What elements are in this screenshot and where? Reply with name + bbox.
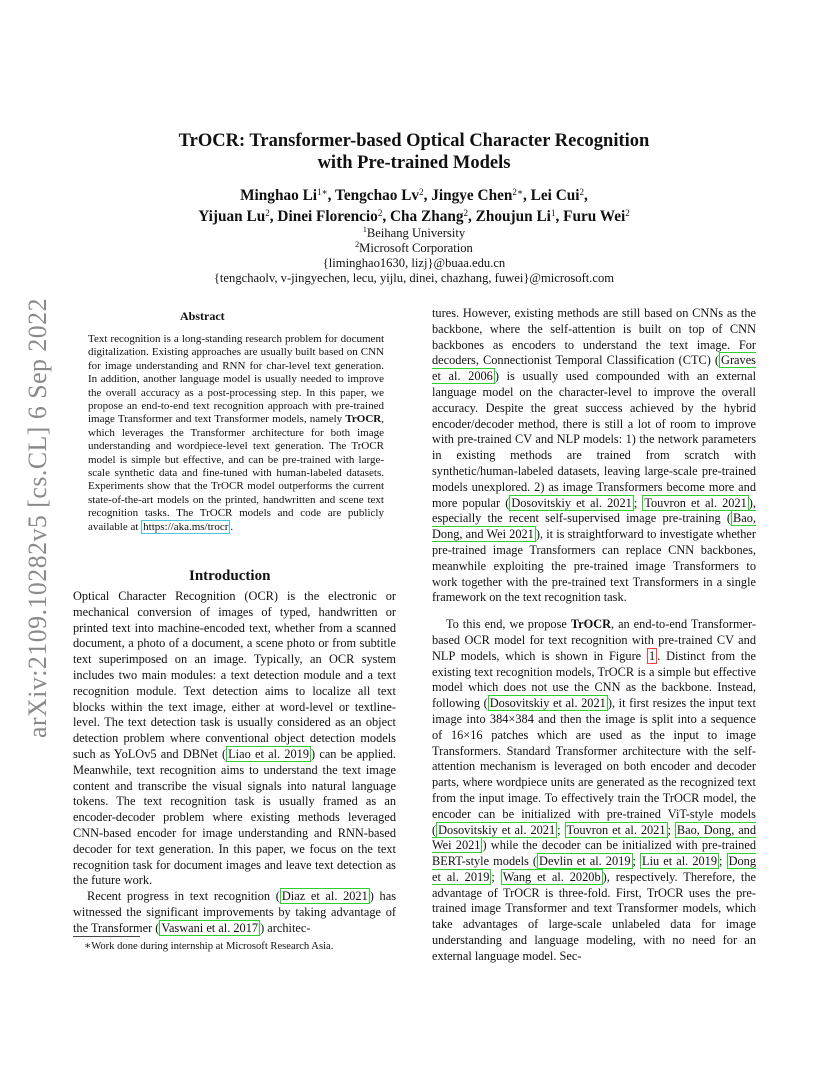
email-line-1: {liminghao1630, lizj}@buaa.edu.cn xyxy=(322,256,506,270)
intro-paragraph-1: Optical Character Recognition (OCR) is the electronic or mechanical conversion of images of typed, handwritten or printed text into machine-encoded text, whether from a scanned document, a photo of a document, a scene photo or from subtitle text superimposed on an image. Typically, an OCR system includes two main modules: a text detection module and a text recognition module. Text detection aims to localize all text blocks within the text image, either at word-level or textline-level. The text detection task is usually considered as an object detection problem where conventional object detection models such as YoLOv5 and DBNet ( Liao et al. 2019 ) can be applied. Meanwhile, text recognition aims to understand the text image content and transcribe the visual signals into natural language tokens. The text recognition task is usually framed as an encoder-decoder problem where existing methods leveraged CNN-based encoder for image understanding and RNN-based decoder for text generation. In this paper, we focus on the text recognition task for document images and leave text detection as the future work. xyxy=(73,589,396,888)
author-name: Tengchao Lv xyxy=(335,187,420,204)
citation-link[interactable]: Dosovitskiy et al. 2021 xyxy=(489,696,606,711)
left-column-body xyxy=(73,589,396,937)
author-sep: , xyxy=(327,187,336,204)
intro-paragraph-2: Recent progress in text recognition ( Diaz et al. 2021 ) has witnessed the significant improvements by taking advantage of the Transformer ( Vaswani et al. 2017 ) architec- xyxy=(73,889,396,935)
right-column-body xyxy=(432,306,756,965)
author-name: Lei Cui xyxy=(530,187,580,204)
introduction-heading: Introduction xyxy=(189,568,271,584)
author-affil-mark: 2 xyxy=(579,187,585,197)
author-sep: , xyxy=(468,208,476,225)
title-line-1: TrOCR: Transformer-based Optical Character Recognition xyxy=(178,131,650,151)
author-line-1 xyxy=(100,185,728,206)
author-sep: , xyxy=(423,187,432,204)
trocr-bold: TrOCR xyxy=(570,617,612,632)
author-name: Minghao Li xyxy=(240,187,318,204)
figure-ref-link[interactable]: 1 xyxy=(649,648,656,663)
arxiv-stamp xyxy=(14,295,56,740)
author-sep: , xyxy=(584,187,588,204)
citation-link[interactable]: Dosovitskiy et al. 2021 xyxy=(511,495,632,510)
arxiv-stamp-text: arXiv:2109.10282v5 [cs.CL] 6 Sep 2022 xyxy=(23,295,52,738)
citation-link[interactable]: Touvron et al. 2021 xyxy=(566,822,666,837)
citation-link[interactable]: Bao, Dong, and Wei 2021 xyxy=(432,822,757,853)
abstract-body: Text recognition is a long-standing research problem for document digitalization. Existing approaches are usually built based on CNN for image understanding and RNN for char-level text generation. In addition, another language model is usually needed to improve the overall accuracy as a post-processing step. In this paper, we propose an end-to-end text recognition approach with pre-trained image Transformer and text Transformer models, namely TrOCR, which leverages the Transformer architecture for both image understanding and wordpiece-level text generation. The TrOCR model is simple but effective, and can be pre-trained with large-scale synthetic data and fine-tuned with human-labeled datasets. Experiments show that the TrOCR model outperforms the current state-of-the-art models on the printed, handwritten and scene text recognition tasks. The TrOCR models and code are publicly available at https://aka.ms/trocr . xyxy=(88,333,384,533)
author-name: Dinei Florencio xyxy=(277,208,378,225)
author-affil-mark: 2 xyxy=(265,208,270,218)
title-line-2: with Pre-trained Models xyxy=(317,153,511,173)
footnote: ∗Work done during internship at Microsoft Research Asia. xyxy=(84,941,334,952)
citation-link[interactable]: Touvron et al. 2021 xyxy=(644,495,747,510)
citation-link[interactable]: Dong et al. 2019 xyxy=(432,854,756,884)
author-affil-mark: 2 xyxy=(377,208,383,218)
footnote-rule xyxy=(73,936,140,937)
citation-link[interactable]: Dosovitskiy et al. 2021 xyxy=(438,822,556,837)
author-name: Zhoujun Li xyxy=(475,208,551,225)
citation-link[interactable]: Devlin et al. 2019 xyxy=(539,854,631,869)
author-affil-mark: 1 xyxy=(550,208,556,218)
right-paragraph-2: To this end, we propose TrOCR, an end-to-end Transformer-based OCR model for text recognition with pre-trained CV and NLP models, which is shown in Figure 1 . Distinct from the existing text recognition models, TrOCR is a simple but effective model which does not use the CNN as the backbone. Instead, following ( Dosovitskiy et al. 2021 ), it first resizes the input text image into 384×384 and then the image is split into a sequence of 16×16 patches which are used as the input to image Transformers. Standard Transformer architecture with the self-attention mechanism is leveraged on both encoder and decoder parts, where wordpiece units are generated as the recognized text from the input image. To effectively train the TrOCR model, the encoder can be initialized with pre-trained ViT-style models ( Dosovitskiy et al. 2021 ; Touvron et al. 2021 ; Bao, Dong, and Wei 2021 ) while the decoder can be initialized with pre-trained BERT-style models ( Devlin et al. 2019 ; Liu et al. 2019 ; Dong et al. 2019 ; Wang et al. 2020b ), respectively. Therefore, the advantage of TrOCR is three-fold. First, TrOCR uses the pre-trained image Transformer and text Transformer models, which take advantages of large-scale unlabeled data for image understanding and language modeling, with no need for an external language model. Sec- xyxy=(432,617,757,963)
citation-link[interactable]: Wang et al. 2020b xyxy=(502,869,601,884)
paper-title xyxy=(100,130,728,174)
author-name: Yijuan Lu xyxy=(198,208,266,225)
citation-link[interactable]: Vaswani et al. 2017 xyxy=(161,920,259,935)
author-sep: , xyxy=(382,208,390,225)
author-affil-mark: 2 xyxy=(625,208,630,218)
abstract-heading: Abstract xyxy=(180,309,225,323)
citation-link[interactable]: Liu et al. 2019 xyxy=(642,854,718,869)
author-affil-mark: 2 xyxy=(463,208,469,218)
affiliation-1: $^1$Beihang University xyxy=(362,225,466,240)
author-name: Furu Wei xyxy=(563,208,626,225)
author-line-2 xyxy=(100,206,728,227)
author-affil-mark: 2∗ xyxy=(512,187,524,197)
code-link[interactable]: https://aka.ms/trocr xyxy=(143,520,229,533)
author-name: Cha Zhang xyxy=(389,208,464,225)
email-line-2: {tengchaolv, v-jingyechen, lecu, yijlu, dinei, chazhang, fuwei}@microsoft.com xyxy=(213,271,615,285)
author-sep: , xyxy=(555,208,564,225)
author-affil-mark: 2 xyxy=(419,187,424,197)
author-sep: , xyxy=(523,187,531,204)
author-sep: , xyxy=(269,208,278,225)
affiliations xyxy=(100,226,728,286)
trocr-bold: TrOCR xyxy=(345,413,382,426)
affiliation-2: $^2$Microsoft Corporation xyxy=(355,240,473,255)
author-affil-mark: 1∗ xyxy=(317,187,328,197)
author-list xyxy=(100,185,728,227)
citation-link[interactable]: Graves et al. 2006 xyxy=(432,353,756,384)
right-paragraph-1: tures. However, existing methods are still based on CNNs as the backbone, where the self-attention is built on top of CNN backbones as encoders to understand the text image. For decoders, Connectionist Temporal Classification (CTC) ( Graves et al. 2006 ) is usually used compounded with an external language model on the character-level to improve the overall accuracy. Despite the great success achieved by the hybrid encoder/decoder method, there is still a lot of room to improve with pre-trained CV and NLP models: 1) the network parameters in existing methods are trained from scratch with synthetic/human-labeled datasets, leaving large-scale pre-trained models unexplored. 2) as image Transformers become more and more popular ( Dosovitskiy et al. 2021 ; Touvron et al. 2021 ), especially the recent self-supervised image pre-training ( Bao, Dong, and Wei 2021 ), it is straightforward to investigate whether pre-trained image Transformers can replace CNN backbones, meanwhile exploiting the pre-trained image Transformers to work together with the pre-trained text Transformers in a single framework on the text recognition task. xyxy=(432,306,756,605)
citation-link[interactable]: Liao et al. 2019 xyxy=(228,746,310,761)
citation-link[interactable]: Bao, Dong, and Wei 2021 xyxy=(432,511,756,542)
author-name: Jingye Chen xyxy=(431,187,513,204)
citation-link[interactable]: Diaz et al. 2021 xyxy=(281,889,368,904)
